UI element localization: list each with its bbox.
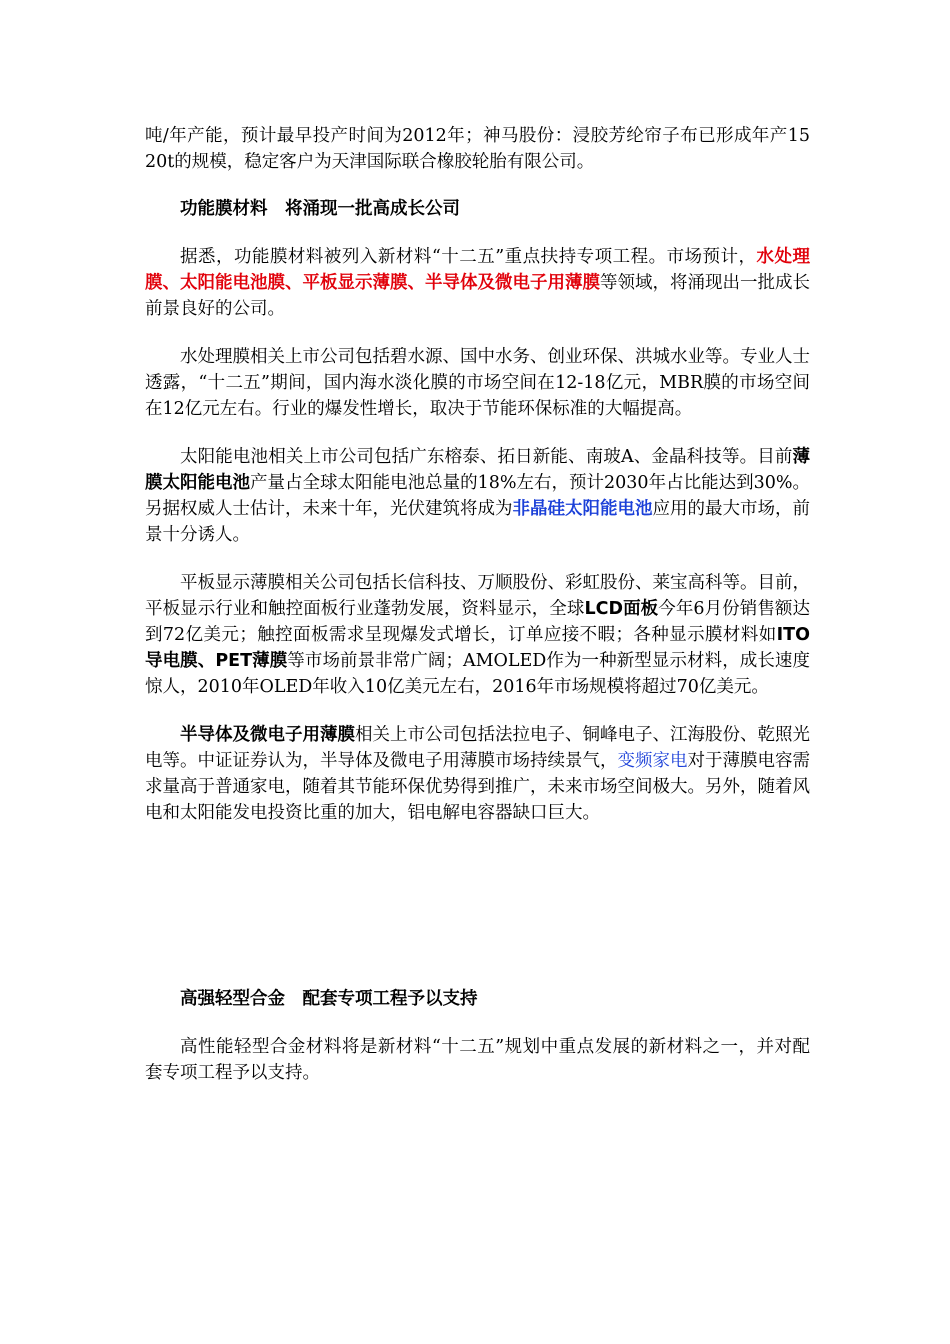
text-run: 平板显示薄膜相关公司包括长信科技、万顺股份、彩虹股份、莱宝高科等。目前，平板显示行业和触控面板行业蓬勃发展，资料显示，全球 <box>145 573 810 619</box>
text-run: 对于薄膜电容需求量高于普通家电，随着其节能环保优势得到推广，未来市场空间极大。另外，随着风电和太阳能发电投资比重的加大，铝电解电容器缺口巨大。 <box>145 751 810 823</box>
paragraph-water-treatment <box>145 344 810 422</box>
paragraph-text: 水处理膜相关上市公司包括碧水源、国中水务、创业环保、洪城水业等。专业人士透露，“十二五”期间，国内海水淡化膜的市场空间在12-18亿元，MBR膜的市场空间在12亿元左右。行业的爆发性增长，取决于节能环保标准的大幅提高。 <box>145 347 810 419</box>
paragraph-semiconductor <box>145 722 810 826</box>
highlighted-keywords: 水处理膜、太阳能电池膜、平板显示薄膜、半导体及微电子用薄膜 <box>145 247 810 293</box>
document-page <box>145 123 810 1086</box>
section-heading-functional-film: 功能膜材料 将涌现一批高成长公司 <box>180 199 460 219</box>
bold-keyword: ITO导电膜、PET薄膜 <box>145 625 810 671</box>
keyword-link[interactable]: 非晶硅太阳能电池 <box>512 499 653 519</box>
bold-keyword: LCD面板 <box>584 599 659 619</box>
keyword-link[interactable]: 变频家电 <box>617 751 688 771</box>
paragraph-text: 吨/年产能，预计最早投产时间为2012年；神马股份：浸胶芳纶帘子布已形成年产15 20t的规模，稳定客户为天津国际联合橡胶轮胎有限公司。 <box>145 126 810 172</box>
paragraph-flat-display <box>145 570 810 700</box>
paragraph-continuation <box>145 123 810 175</box>
text-run: 据悉，功能膜材料被列入新材料“十二五”重点扶持专项工程。市场预计， <box>180 247 757 267</box>
text-run: 太阳能电池相关上市公司包括广东榕泰、拓日新能、南玻A、金晶科技等。目前 <box>180 447 793 467</box>
paragraph-light-alloy <box>145 1034 810 1086</box>
text-run: 今年6月份销售额达到72亿美元；触控面板需求呈现爆发式增长，订单应接不暇；各种显示膜材料如 <box>145 599 810 645</box>
paragraph-text: 高性能轻型合金材料将是新材料“十二五”规划中重点发展的新材料之一，并对配套专项工程予以支持。 <box>145 1037 810 1083</box>
paragraph-solar-cell <box>145 444 810 548</box>
paragraph-functional-film-intro <box>145 244 810 322</box>
bold-keyword: 薄膜太阳能电池 <box>145 447 810 493</box>
text-run: 应用的最大市场，前景十分诱人。 <box>145 499 810 545</box>
text-run: 产量占全球太阳能电池总量的18%左右，预计2030年占比能达到30%。另据权威人士估计，未来十年，光伏建筑将成为 <box>145 473 810 519</box>
text-run: 等市场前景非常广阔；AMOLED作为一种新型显示材料，成长速度惊人，2010年OLED年收入10亿美元左右，2016年市场规模将超过70亿美元。 <box>145 651 811 697</box>
text-run: 相关上市公司包括法拉电子、铜峰电子、江海股份、乾照光电等。中证证券认为，半导体及微电子用薄膜市场持续景气， <box>145 725 810 771</box>
bold-keyword: 半导体及微电子用薄膜 <box>180 725 355 745</box>
text-run: 等领域，将涌现出一批成长前景良好的公司。 <box>145 273 810 319</box>
section-heading-light-alloy: 高强轻型合金 配套专项工程予以支持 <box>180 989 478 1009</box>
